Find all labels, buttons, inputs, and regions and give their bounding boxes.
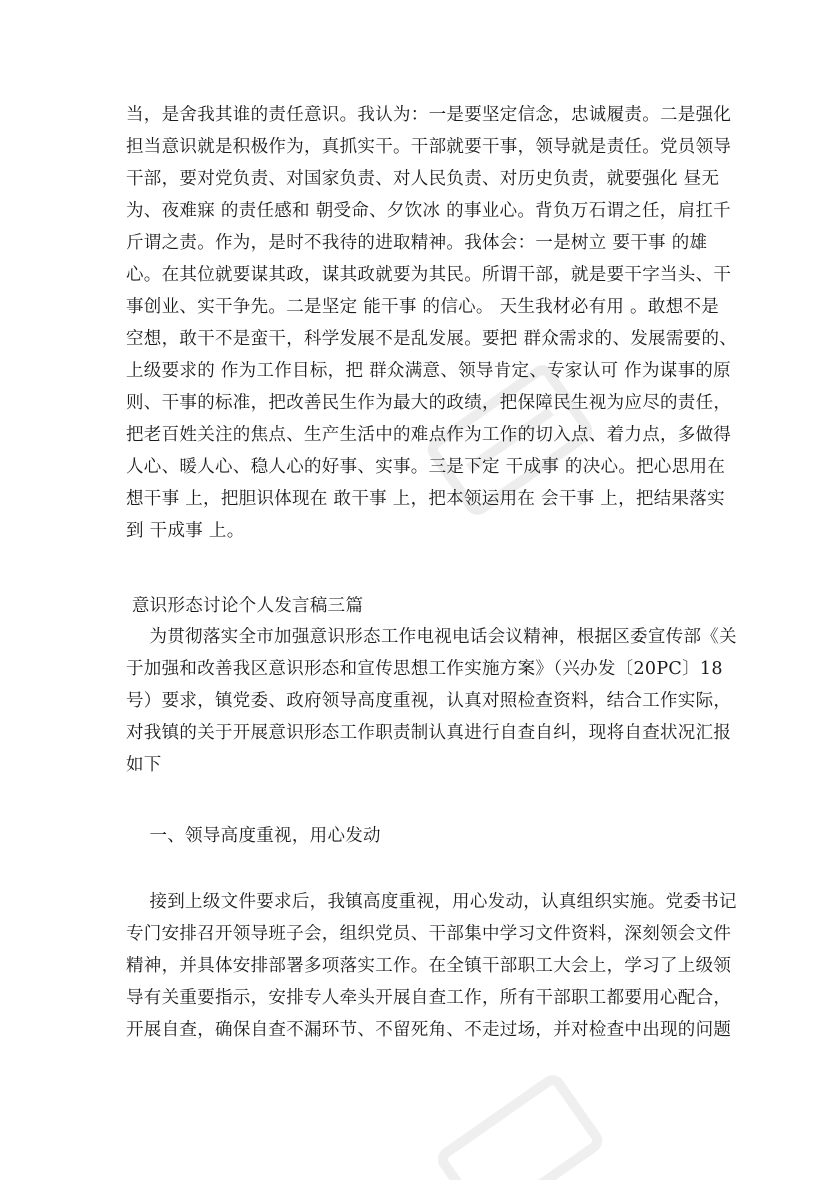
text-line: 于加强和改善我区意识形态和宣传思想工作实施方案》（兴办发〔20PC〕18 xyxy=(126,659,723,679)
text-line: 对我镇的关于开展意识形态工作职责制认真进行自查自纠，现将自查状况汇报 xyxy=(126,723,732,743)
text-line: 想干事 上，把胆识体现在 敢干事 上，把本领运用在 会干事 上，把结果落实 xyxy=(126,489,725,509)
text-line: 当，是舍我其谁的责任意识。我认为：一是要坚定信念，忠诚履责。二是强化 xyxy=(126,105,732,125)
text-line: 为贯彻落实全市加强意识形态工作电视电话会议精神，根据区委宣传部《关 xyxy=(126,627,737,647)
text-line: 空想，敢干不是蛮干，科学发展不是乱发展。要把 群众需求的、发展需要的、 xyxy=(126,329,738,349)
text-line: 开展自查，确保自查不漏环节、不留死角、不走过场，并对检查中出现的问题 xyxy=(126,1020,732,1040)
text-line: 为、夜难寐 的责任感和 朝受命、夕饮冰 的事业心。背负万石谓之任，肩扛千 xyxy=(126,201,731,221)
text-line: 专门安排召开领导班子会，组织党员、干部集中学习文件资料，深刻领会文件 xyxy=(126,924,732,944)
text-line: 如下 xyxy=(126,755,162,775)
text-line: 干部，要对党负责、对国家负责、对人民负责、对历史负责，就要强化 昼无 xyxy=(126,169,720,189)
text-line: 把老百姓关注的焦点、生产生活中的难点作为工作的切入点、着力点，多做得 xyxy=(126,425,732,445)
text-line: 精神，并具体安排部署多项落实工作。在全镇干部职工大会上，学习了上级领 xyxy=(126,956,732,976)
text-line: 则、干事的标准，把改善民生作为最大的政绩，把保障民生视为应尽的责任， xyxy=(126,393,732,413)
text-line: 事创业、实干争先。二是坚定 能干事 的信心。 天生我材必有用 。敢想不是 xyxy=(126,297,720,317)
text-line: 上级要求的 作为工作目标，把 群众满意、领导肯定、专家认可 作为谋事的原 xyxy=(126,361,731,381)
text-line: 斤谓之责。作为，是时不我待的进取精神。我体会：一是树立 要干事 的雄 xyxy=(126,233,708,253)
text-line: 心。在其位就要谋其政，谋其政就要为其民。所谓干部，就是要干字当头、干 xyxy=(126,265,732,285)
heading-text: 一、领导高度重视，用心发动 xyxy=(126,826,381,846)
text-line: 人心、暖人心、稳人心的好事、实事。三是下定 干成事 的决心。把心思用在 xyxy=(126,457,726,477)
section-title-text: 意识形态讨论个人发言稿三篇 xyxy=(126,596,364,616)
watermark-stamp-icon xyxy=(420,1070,620,1180)
text-line: 号）要求，镇党委、政府领导高度重视，认真对照检查资料，结合工作实际， xyxy=(126,691,732,711)
text-line: 到 干成事 上。 xyxy=(126,521,245,541)
text-line: 担当意识就是积极作为，真抓实干。干部就要干事，领导就是责任。党员领导 xyxy=(126,137,732,157)
text-line: 导有关重要指示，安排专人牵头开展自查工作，所有干部职工都要用心配合， xyxy=(126,988,732,1008)
text-line: 接到上级文件要求后，我镇高度重视，用心发动，认真组织实施。党委书记 xyxy=(126,892,737,912)
